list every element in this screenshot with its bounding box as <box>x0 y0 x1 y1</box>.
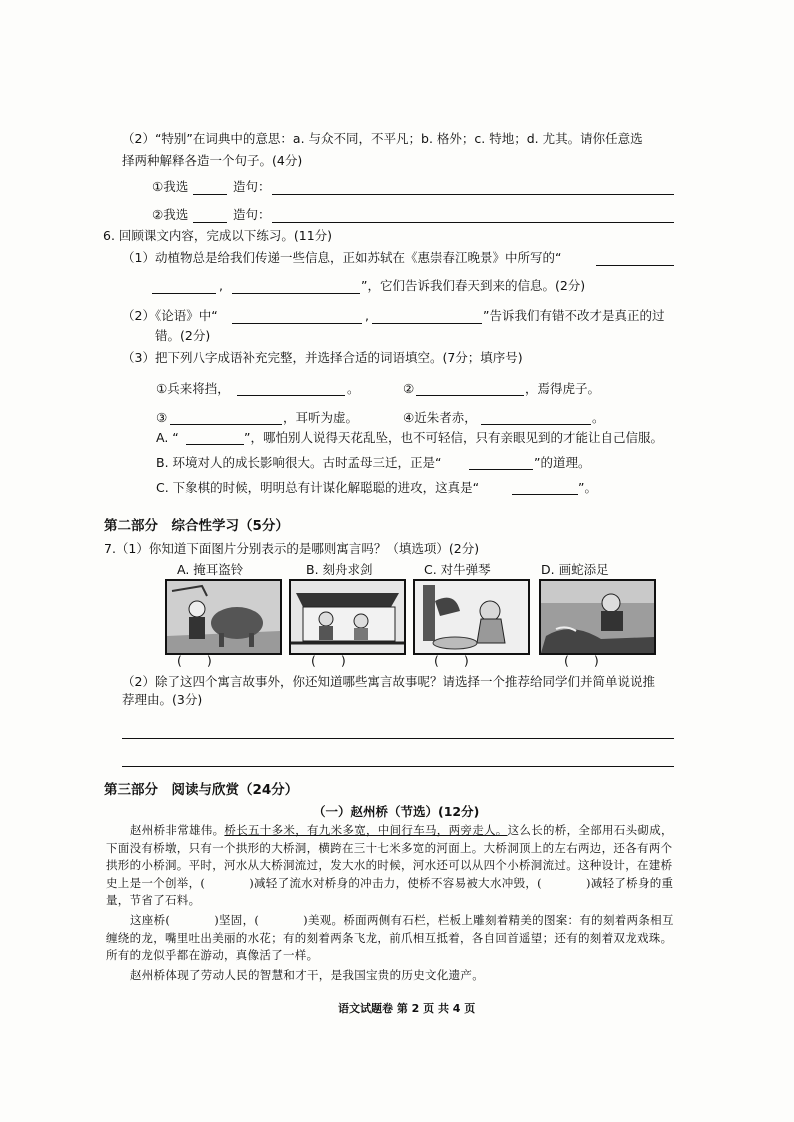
idiom3-num: ③ <box>156 410 168 425</box>
answer-paren-b[interactable]: ( ) <box>311 653 346 668</box>
q6-s1-blank2[interactable] <box>152 293 216 294</box>
choice2-blank[interactable] <box>193 222 227 223</box>
q6-s2-prefix: （2）《论语》中“ <box>122 308 218 323</box>
answer-paren-a[interactable]: ( ) <box>177 653 212 668</box>
q6-s2-line2: 错。(2分) <box>155 328 211 343</box>
q5-sub2-line1: （2）“特别”在词典中的意思：a. 与众不同，不平凡；b. 格外；c. 特地；d. 尤其。请你任意选 <box>122 131 643 146</box>
idiom3-end: ，耳听为虚。 <box>283 410 359 425</box>
p2-text-a: 这座桥( <box>130 913 171 927</box>
q6-s2-rest: ”告诉我们有错不改才是真正的过 <box>483 308 665 323</box>
optC-pre: C. 下象棋的时候，明明总有计谋化解聪聪的进攻，这真是“ <box>156 480 480 495</box>
choice2-label: ②我选 <box>152 207 189 222</box>
sentence2-label: 造句： <box>233 207 271 222</box>
q6-s1-line1: （1）动植物总是给我们传递一些信息，正如苏轼在《惠崇春江晚景》中所写的“ <box>122 250 562 265</box>
passage-paragraph-2 <box>106 912 681 965</box>
optB-blank[interactable] <box>469 469 533 470</box>
answer-line-1[interactable] <box>122 738 674 739</box>
page-footer: 语文试题卷 第 2 页 共 4 页 <box>338 1002 476 1015</box>
choice1-label: ①我选 <box>152 179 189 194</box>
q7-2-line1: （2）除了这四个寓言故事外，你还知道哪些寓言故事呢？请选择一个推荐给同学们并简单说说推 <box>122 674 655 689</box>
idiom4: ④近朱者赤， <box>403 410 477 425</box>
passage-paragraph-1 <box>106 822 681 910</box>
part3-heading: 第三部分 阅读与欣赏（24分） <box>104 782 299 798</box>
optA-pre: A. “ <box>156 430 179 445</box>
q6-s3-line: （3）把下列八字成语补充完整，并选择合适的词语填空。(7分；填序号) <box>122 350 523 365</box>
p1-text-a: 赵州桥非常雄伟。 <box>130 823 225 837</box>
part2-heading: 第二部分 综合性学习（5分） <box>104 518 289 534</box>
idiom3-blank[interactable] <box>170 424 282 425</box>
p1-text-c: )减轻了流水对桥身的冲击力，使桥不容易被大水冲毁，( <box>249 875 542 890</box>
q6-s1-blank1[interactable] <box>596 265 674 266</box>
q6-s2-blank1[interactable] <box>232 323 362 324</box>
answer-paren-d[interactable]: ( ) <box>564 653 599 668</box>
sentence2-line[interactable] <box>272 222 674 223</box>
answer-paren-c[interactable]: ( ) <box>434 653 469 668</box>
option-d-label: D. 画蛇添足 <box>541 562 609 577</box>
q7-1: 7.（1）你知道下面图片分别表示的是哪则寓言吗？（填选项）(2分) <box>104 541 480 556</box>
optB-pre: B. 环境对人的成长影响很大。古时孟母三迁，正是“ <box>156 455 442 470</box>
passage-paragraph-3: 赵州桥体现了劳动人民的智慧和才干，是我国宝贵的历史文化遗产。 <box>130 968 484 982</box>
q6-s1-blank3[interactable] <box>232 293 360 294</box>
p1-text-d: )减轻了桥身的重量，节省了石料。 <box>106 875 674 907</box>
optC-post: ”。 <box>578 480 597 495</box>
optA-blank[interactable] <box>186 444 244 445</box>
p2-text-b: )坚固，( <box>214 913 260 927</box>
fable-picture-1 <box>165 579 282 655</box>
p1-underlined: 桥长五十多米，有九米多宽，中间行车马，两旁走人。 <box>224 823 508 837</box>
q6-heading: 6. 回顾课文内容，完成以下练习。(11分) <box>103 228 333 243</box>
q6-s1-comma: , <box>219 278 223 293</box>
idiom2-num: ② <box>403 381 415 396</box>
idiom1: ①兵来将挡， <box>156 381 230 396</box>
passage-title: （一）赵州桥（节选）(12分) <box>313 804 480 819</box>
answer-line-2[interactable] <box>122 766 674 767</box>
option-a-label: A. 掩耳盗铃 <box>177 562 244 577</box>
optA-post: ”，哪怕别人说得天花乱坠，也不可轻信，只有亲眼见到的才能让自己信服。 <box>244 430 663 445</box>
sentence1-line[interactable] <box>272 194 674 195</box>
sentence1-label: 造句： <box>233 179 271 194</box>
idiom2-blank[interactable] <box>416 395 524 396</box>
idiom2-end: ，焉得虎子。 <box>525 381 601 396</box>
option-b-label: B. 刻舟求剑 <box>306 562 373 577</box>
idiom4-end: 。 <box>592 410 605 425</box>
q6-s2-comma: , <box>365 308 369 323</box>
idiom1-end: 。 <box>347 381 360 396</box>
fable-picture-4 <box>539 579 656 655</box>
q6-s1-rest: ”，它们告诉我们春天到来的信息。(2分) <box>361 278 586 293</box>
fable-picture-3 <box>413 579 530 655</box>
q6-s2-blank2[interactable] <box>372 323 482 324</box>
fable-picture-2 <box>289 579 406 655</box>
optC-blank[interactable] <box>512 494 578 495</box>
idiom1-blank[interactable] <box>237 395 345 396</box>
q7-2-line2: 荐理由。(3分) <box>122 692 203 707</box>
p2-text-c: )美观。桥面两侧有石栏，栏板上雕刻着精美的图案：有的刻着两条相互缠绕的龙，嘴里吐出美丽的水花；有的刻着两条飞龙，前爪相互抵着，各自回首遥望；还有的刻着双龙戏珠。所有的龙似乎都在游动，真像活了一样。 <box>106 913 674 962</box>
choice1-blank[interactable] <box>193 194 227 195</box>
optB-post: ”的道理。 <box>534 455 591 470</box>
option-c-label: C. 对牛弹琴 <box>424 562 491 577</box>
idiom4-blank[interactable] <box>481 424 591 425</box>
p1-text-b: 这么长的桥，全部用石头砌成，下面没有桥墩，只有一个拱形的大桥洞，横跨在三十七米多宽的河面上。大桥洞顶上的左右两边，还各有两个拱形的小桥洞。平时，河水从大桥洞流过，发大水的时候，河水还可以从四个小桥洞流过。这种设计，在建桥史上是一个创举，( <box>106 823 673 890</box>
q5-sub2-line2: 择两种解释各造一个句子。(4分) <box>122 153 303 168</box>
